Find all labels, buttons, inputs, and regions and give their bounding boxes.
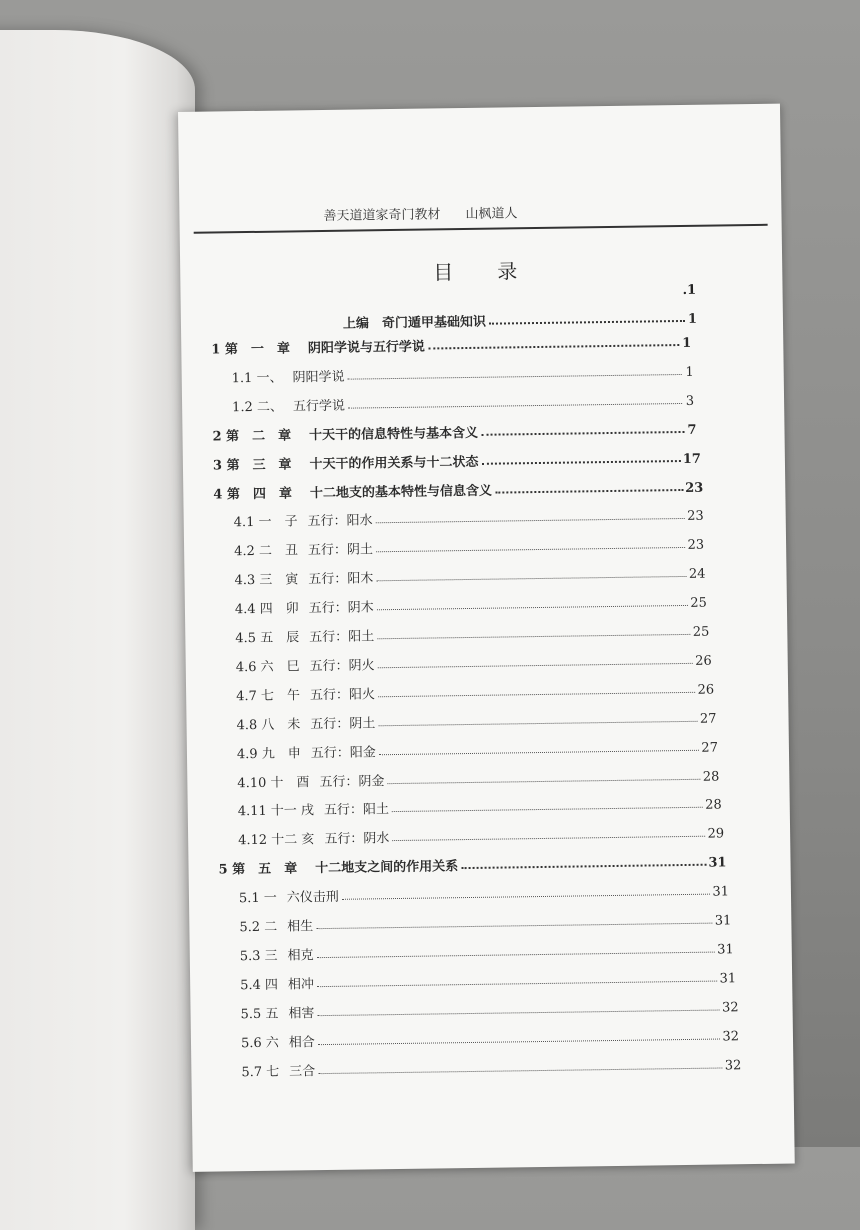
toc-entry-page: 32: [722, 1028, 740, 1045]
toc-leader: [376, 576, 687, 581]
toc-entry-label: 五行：阳土: [323, 802, 390, 819]
toc-entry-page: 25: [690, 595, 708, 611]
toc-entry-number: 5.2 二: [239, 919, 278, 936]
toc-entry-label: 阴阳学说: [292, 369, 345, 386]
toc-entry-label: 五行学说: [292, 398, 346, 415]
toc-entry-page: 23: [685, 480, 704, 496]
toc-entry: [239, 906, 731, 935]
toc-entry-page: 24: [688, 566, 706, 583]
toc-entry-label: 五行：阳木: [308, 571, 374, 588]
toc-entry: [212, 415, 696, 444]
toc-leader: [428, 344, 679, 350]
toc-entry-label: 五行：阴土: [307, 542, 374, 559]
toc-entry: [240, 964, 736, 993]
toc-entry-page: 1: [685, 364, 694, 380]
toc-entry: [239, 877, 729, 906]
toc-entry-label: 相克: [287, 948, 314, 964]
toc-entry-label: 十二地支之间的作用关系: [315, 859, 459, 877]
toc-entry-page: 32: [721, 999, 739, 1016]
toc-entry: [232, 387, 694, 415]
toc-leader: [376, 518, 686, 523]
toc-leader: [461, 864, 706, 869]
toc-entry-number: 4.3 三 寅: [234, 572, 299, 589]
toc-entry-label: 五行：阴木: [308, 600, 374, 617]
toc-entry-label: 五行：阳水: [307, 513, 373, 530]
toc-entry-label: 相害: [288, 1005, 315, 1022]
toc-leader: [481, 431, 684, 436]
toc-leader: [376, 547, 686, 552]
toc-entry-page: 26: [697, 682, 715, 698]
toc-entry-number: 3 第 三 章: [212, 457, 292, 474]
toc-entry-number: 4.8 八 未: [236, 717, 301, 733]
toc-entry-number: 5.5 五: [240, 1006, 279, 1022]
toc-leader: [495, 488, 683, 493]
page-title: 目 录: [433, 259, 530, 285]
toc-entry-number: 4.7 七 午: [236, 688, 301, 705]
toc-entry-page: 7: [687, 422, 697, 438]
toc-entry-label: 五行：阴水: [324, 831, 390, 848]
toc-entry-number: 5.4 四: [240, 977, 279, 994]
toc-entry-number: 5.7 七: [241, 1064, 280, 1080]
toc-leader: [316, 923, 713, 930]
toc-entry-page: 27: [699, 711, 717, 727]
toc-entry-page: 28: [702, 769, 720, 785]
book-page: [178, 104, 795, 1172]
toc-leader: [318, 1038, 721, 1045]
toc-leader: [348, 374, 682, 380]
toc-entry-label: 十天干的作用关系与十二状态: [309, 454, 479, 472]
toc-entry-label: 六仪击刑: [286, 889, 339, 906]
toc-entry-page: 31: [719, 971, 737, 987]
toc-entry-label: 相冲: [287, 976, 315, 993]
toc-entry: [235, 589, 707, 618]
toc-entry-number: 5.1 一: [238, 890, 277, 907]
toc-entry-label: 阴阳学说与五行学说: [307, 339, 426, 357]
toc-entry: [241, 1051, 741, 1080]
toc-leader: [342, 894, 711, 900]
toc-leader: [392, 807, 703, 812]
toc-leader: [318, 1067, 723, 1074]
toc-leader: [489, 320, 685, 325]
toc-entry: [238, 791, 722, 820]
toc-entry-number: 5 第 五 章: [218, 861, 298, 878]
toc-entry: [234, 560, 705, 589]
toc-entry-label: 五行：阴土: [310, 715, 376, 732]
toc-entry-number: 4.10 十 酉: [237, 774, 310, 791]
header-book-title: 善天道道家奇门教材: [323, 207, 441, 224]
toc-entry-label: 五行：阳金: [310, 744, 376, 761]
running-header: [193, 194, 767, 234]
toc-entry-number: 4.4 四 卯: [234, 601, 299, 618]
toc-entry: [237, 733, 718, 762]
toc-entry: [237, 762, 719, 791]
toc-entry-page: 3: [685, 393, 695, 409]
toc-entry-page: 25: [692, 624, 710, 640]
toc-leader: [317, 1009, 720, 1016]
toc-entry-label: 十天干的信息特性与基本含义: [309, 425, 479, 443]
toc-leader: [348, 403, 682, 409]
toc-entry: [234, 531, 704, 560]
toc-entry-number: 4.9 九 申: [236, 745, 301, 762]
toc-leader: [482, 460, 681, 465]
toc-entry: [235, 618, 709, 647]
toc-leader: [378, 720, 698, 725]
toc-entry-label: 五行：阴金: [319, 773, 385, 790]
toc-entry: [236, 704, 716, 733]
header-author: 山枫道人: [465, 206, 518, 222]
toc-entry-page: 23: [687, 509, 704, 525]
toc-entry-page: 17: [682, 451, 701, 467]
toc-entry-label: 五行：阴火: [309, 658, 375, 675]
toc-entry-label: 相生: [287, 919, 314, 935]
toc-entry-page: 31: [714, 913, 732, 929]
toc-entry-page: 27: [701, 740, 719, 756]
toc-entry-number: 5.6 六: [240, 1035, 279, 1051]
toc-part-label: 上编 奇门遁甲基础知识: [342, 314, 487, 332]
toc-entry-label: 相合: [288, 1034, 315, 1051]
top-page-number: .1: [682, 282, 697, 298]
toc-leader: [377, 605, 689, 610]
toc-entry: [211, 329, 691, 358]
toc-entry: [213, 444, 701, 473]
toc-entry-number: 4.5 五 辰: [235, 630, 300, 647]
toc-entry-page: 31: [708, 855, 727, 871]
toc-entry-page: 31: [712, 884, 730, 900]
toc-entry-label: 十二地支的基本特性与信息含义: [309, 483, 493, 501]
toc-entry-number: 5.3 三: [239, 948, 278, 965]
toc-entry-label: 五行：阳火: [309, 687, 376, 704]
toc-leader: [387, 778, 700, 783]
toc-leader: [378, 663, 694, 668]
toc-entry-number: 4.11 十一 戌: [237, 803, 315, 820]
toc-entry: [234, 502, 704, 531]
toc-entry-number: 4.2 二 丑: [234, 543, 299, 560]
toc-entry: [232, 358, 694, 386]
toc-entry-page: 29: [707, 826, 725, 842]
toc-entry-page: 26: [695, 653, 712, 669]
toc-leader: [317, 980, 718, 987]
toc-entry: [238, 820, 724, 849]
left-page: [0, 30, 195, 1230]
toc-entry-label: 五行：阳土: [309, 629, 375, 646]
toc-entry: [236, 675, 714, 704]
toc-entry: [241, 1022, 739, 1051]
toc-leader: [317, 951, 716, 958]
toc-entry-label: 三合: [289, 1063, 316, 1080]
toc-entry-number: 4.1 一 子: [233, 514, 298, 531]
toc-leader: [378, 692, 696, 697]
toc-entry-number: 1.2 二、: [232, 399, 284, 416]
toc-part-page: 1: [687, 311, 698, 327]
toc-entry: [218, 849, 726, 878]
toc-entry-number: 2 第 二 章: [212, 428, 292, 445]
toc-part: [343, 305, 697, 332]
toc-leader: [392, 836, 705, 841]
toc-entry-page: 32: [724, 1057, 742, 1073]
toc-entry-page: 31: [717, 942, 734, 958]
toc-entry-page: 28: [705, 797, 722, 814]
toc-entry-number: 1.1 一、: [231, 370, 283, 387]
toc-entry: [213, 473, 703, 502]
toc-entry: [236, 646, 712, 675]
toc-entry-number: 4 第 四 章: [213, 485, 293, 503]
toc-leader: [377, 634, 691, 639]
toc-entry-page: 1: [682, 335, 692, 351]
toc-entry: [240, 993, 738, 1022]
toc-entry-number: 4.12 十二 亥: [238, 832, 315, 849]
toc-entry-number: 1 第 一 章: [211, 341, 291, 358]
toc-entry-number: 4.6 六 巳: [235, 659, 300, 676]
toc-entry-page: 23: [687, 537, 705, 554]
toc-leader: [379, 749, 700, 754]
toc-entry: [240, 935, 734, 964]
